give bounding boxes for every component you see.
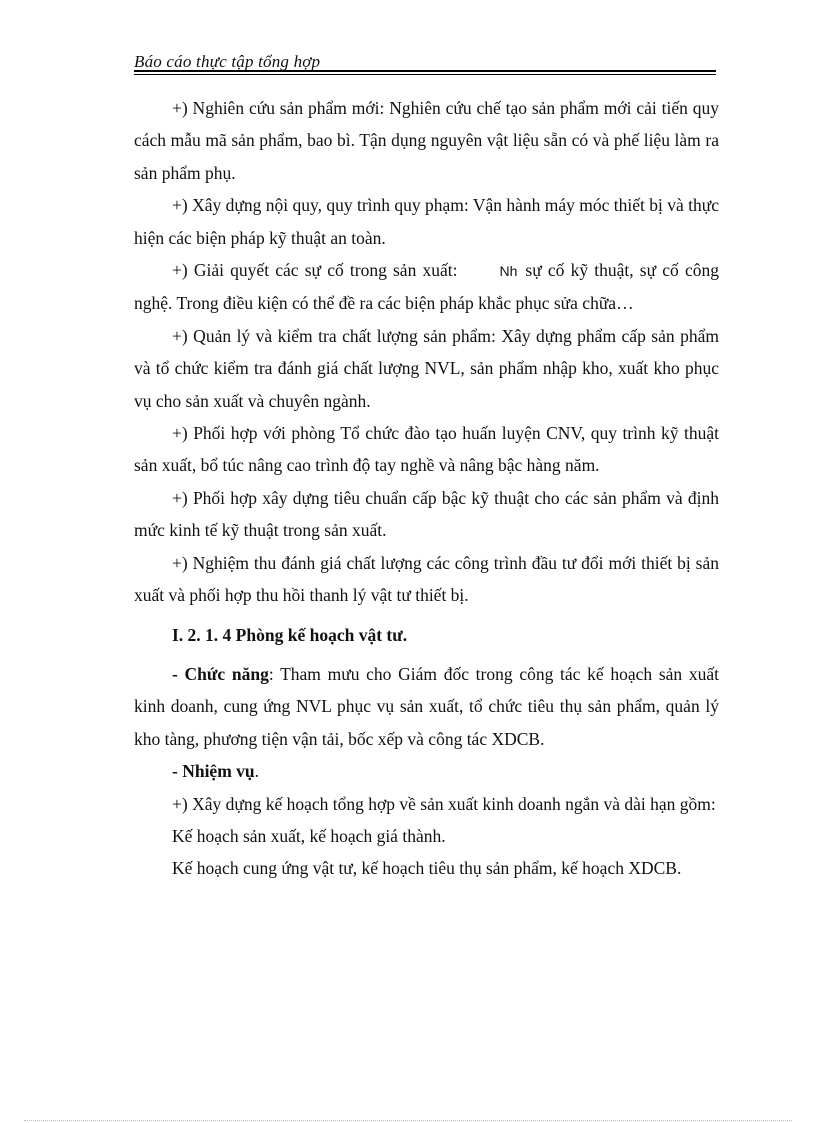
- paragraph-function: [134, 658, 719, 755]
- paragraph-training: +) Phối hợp với phòng Tổ chức đào tạo huấn luyện CNV, quy trình kỹ thuật sản xuất, bổ túc nâng cao trình độ tay nghề và nâng bậc hàng năm.: [134, 423, 719, 476]
- function-label: - Chức năng: [172, 663, 269, 684]
- paragraph-new-products: +) Nghiên cứu sản phẩm mới: Nghiên cứu chế tạo sản phẩm mới cải tiến quy cách mẫu mã sản phẩm, bao bì. Tận dụng nguyên vật liệu sẵn có và phế liệu làm ra sản phẩm phụ.: [134, 98, 719, 183]
- paragraph-quality-control: +) Quản lý và kiểm tra chất lượng sản phẩm: Xây dựng phẩm cấp sản phẩm và tổ chức kiểm tra đánh giá chất lượng NVL, sản phẩm nhập kho, xuất kho phục vụ cho sản xuất và chuyên ngành.: [134, 325, 719, 411]
- inline-text-box: Nh: [499, 263, 518, 280]
- tasks-label: - Nhiệm vụ: [172, 761, 255, 782]
- header-title: Báo cáo thực tập tổng hợp: [134, 52, 321, 71]
- paragraph-incident-start: +) Giải quyết các sự cố trong sản xuất:: [172, 260, 458, 281]
- header-rule-thin: [134, 74, 716, 75]
- document-body: [134, 92, 719, 885]
- paragraph-tasks: [134, 755, 719, 787]
- tasks-text: .: [254, 761, 260, 782]
- paragraph-incident-end: sự cố kỹ thuật, sự cố công nghệ. Trong điều kiện có thể đề ra các biện pháp khắc phục sửa chữa…: [134, 260, 719, 314]
- paragraph-acceptance: +) Nghiệm thu đánh giá chất lượng các công trình đầu tư đổi mới thiết bị sản xuất và phối hợp thu hồi thanh lý vật tư thiết bị.: [134, 552, 719, 606]
- page-bottom-border: [24, 1120, 792, 1121]
- paragraph-incident-resolution: [134, 254, 719, 320]
- section-heading: I. 2. 1. 4 Phòng kế hoạch vật tư.: [172, 624, 408, 645]
- page-header: [134, 48, 716, 78]
- paragraph-production-plan: Kế hoạch sản xuất, kế hoạch giá thành.: [172, 825, 446, 846]
- function-text: : Tham mưu cho Giám đốc trong công tác kế hoạch sản xuất kinh doanh, cung ứng NVL phục vụ sản xuất, tổ chức tiêu thụ sản phẩm, quản lý kho tàng, phương tiện vận tải, bốc xếp và công tác XDCB.: [134, 663, 719, 749]
- paragraph-regulations: +) Xây dựng nội quy, quy trình quy phạm: Vận hành máy móc thiết bị và thực hiện các biện pháp kỹ thuật an toàn.: [134, 195, 719, 248]
- paragraph-planning: +) Xây dựng kế hoạch tổng hợp về sản xuất kinh doanh ngắn và dài hạn gồm:: [172, 793, 716, 814]
- header-rule-thick: [134, 70, 716, 72]
- paragraph-standards: +) Phối hợp xây dựng tiêu chuẩn cấp bậc kỹ thuật cho các sản phẩm và định mức kinh tế kỹ thuật trong sản xuất.: [134, 487, 719, 541]
- paragraph-supply-plan: Kế hoạch cung ứng vật tư, kế hoạch tiêu thụ sản phẩm, kế hoạch XDCB.: [172, 858, 682, 879]
